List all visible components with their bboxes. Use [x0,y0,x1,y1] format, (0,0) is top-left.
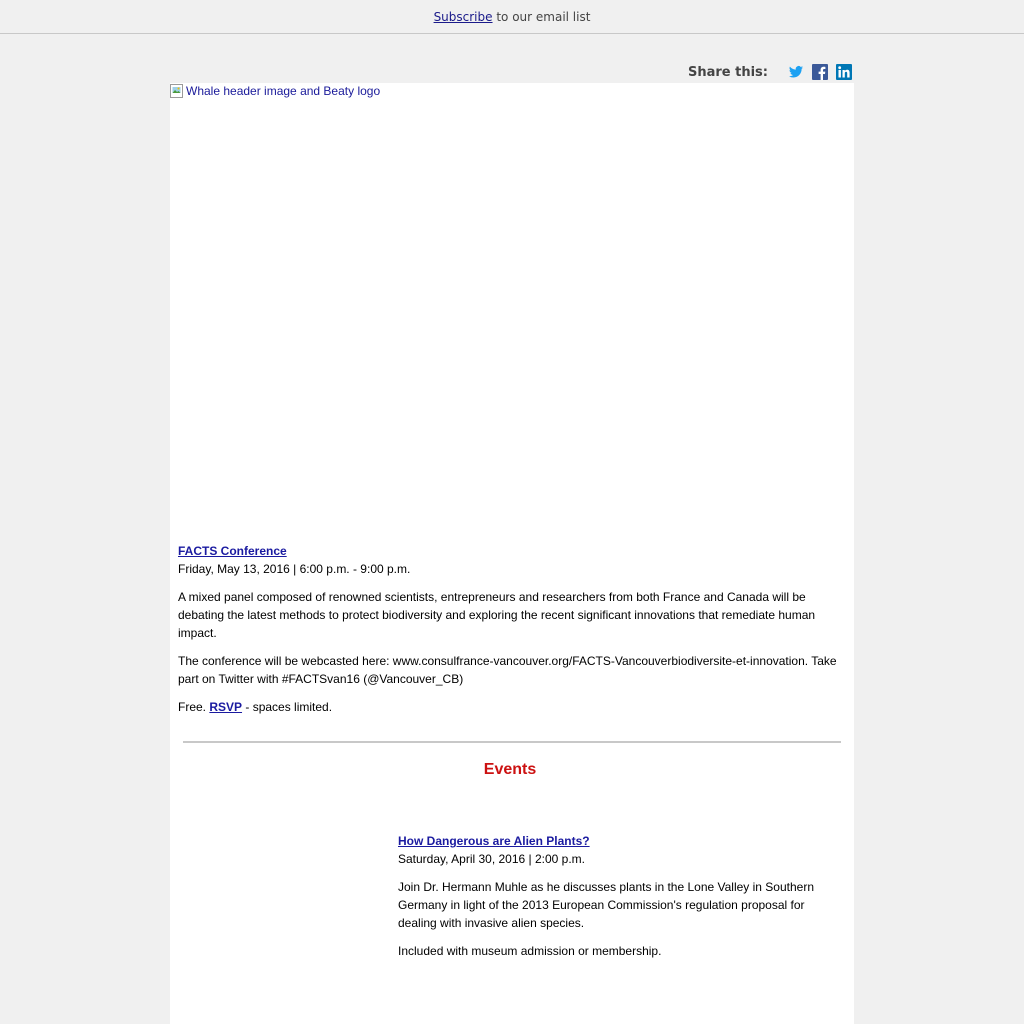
article-title-link[interactable]: FACTS Conference [178,544,287,558]
event-datetime: Saturday, April 30, 2016 | 2:00 p.m. [398,852,586,866]
subscribe-text: to our email list [492,10,591,24]
event-admission: Included with museum admission or membership. [398,944,662,958]
event-item [398,832,828,970]
header-image-alt [170,84,380,99]
article-rsvp-line [178,698,838,716]
event-title-link[interactable]: How Dangerous are Alien Plants? [398,834,590,848]
header-image[interactable] [170,83,854,528]
header-image-alt-text: Whale header image and Beaty logo [186,84,381,98]
subscribe-bar [0,0,1024,34]
share-label: Share this: [687,64,768,80]
article-datetime: Friday, May 13, 2016 | 6:00 p.m. - 9:00 p.m. [178,562,411,576]
rsvp-link[interactable]: RSVP [209,700,243,714]
broken-image-icon [170,84,184,99]
spaces-limited-text: - spaces limited. [242,700,333,714]
event-title-wrap [398,832,828,850]
share-bar [688,61,852,83]
events-heading: Events [483,761,537,778]
facebook-icon[interactable] [812,64,828,80]
newsletter-card [170,83,854,1024]
section-divider [183,741,841,743]
twitter-icon[interactable] [788,64,804,80]
article-webcast: The conference will be webcasted here: www.consulfrance-vancouver.org/FACTS-Vancouverbiodiversite-et-innovation. Take part on Twitter with #FACTSvan16 (@Vancouver_CB) [178,654,837,686]
featured-article [178,542,838,726]
linkedin-icon[interactable] [836,64,852,80]
subscribe-link[interactable]: Subscribe [433,10,493,24]
article-description: A mixed panel composed of renowned scientists, entrepreneurs and researchers from both France and Canada will be debating the latest methods to protect biodiversity and exploring the recent significant innovations that remediate human impact. [178,590,816,640]
article-title-wrap [178,542,838,560]
event-description: Join Dr. Hermann Muhle as he discusses plants in the Lone Valley in Southern Germany in light of the 2013 European Commission's regulation proposal for dealing with invasive alien species. [398,880,815,930]
free-text: Free. [178,700,210,714]
